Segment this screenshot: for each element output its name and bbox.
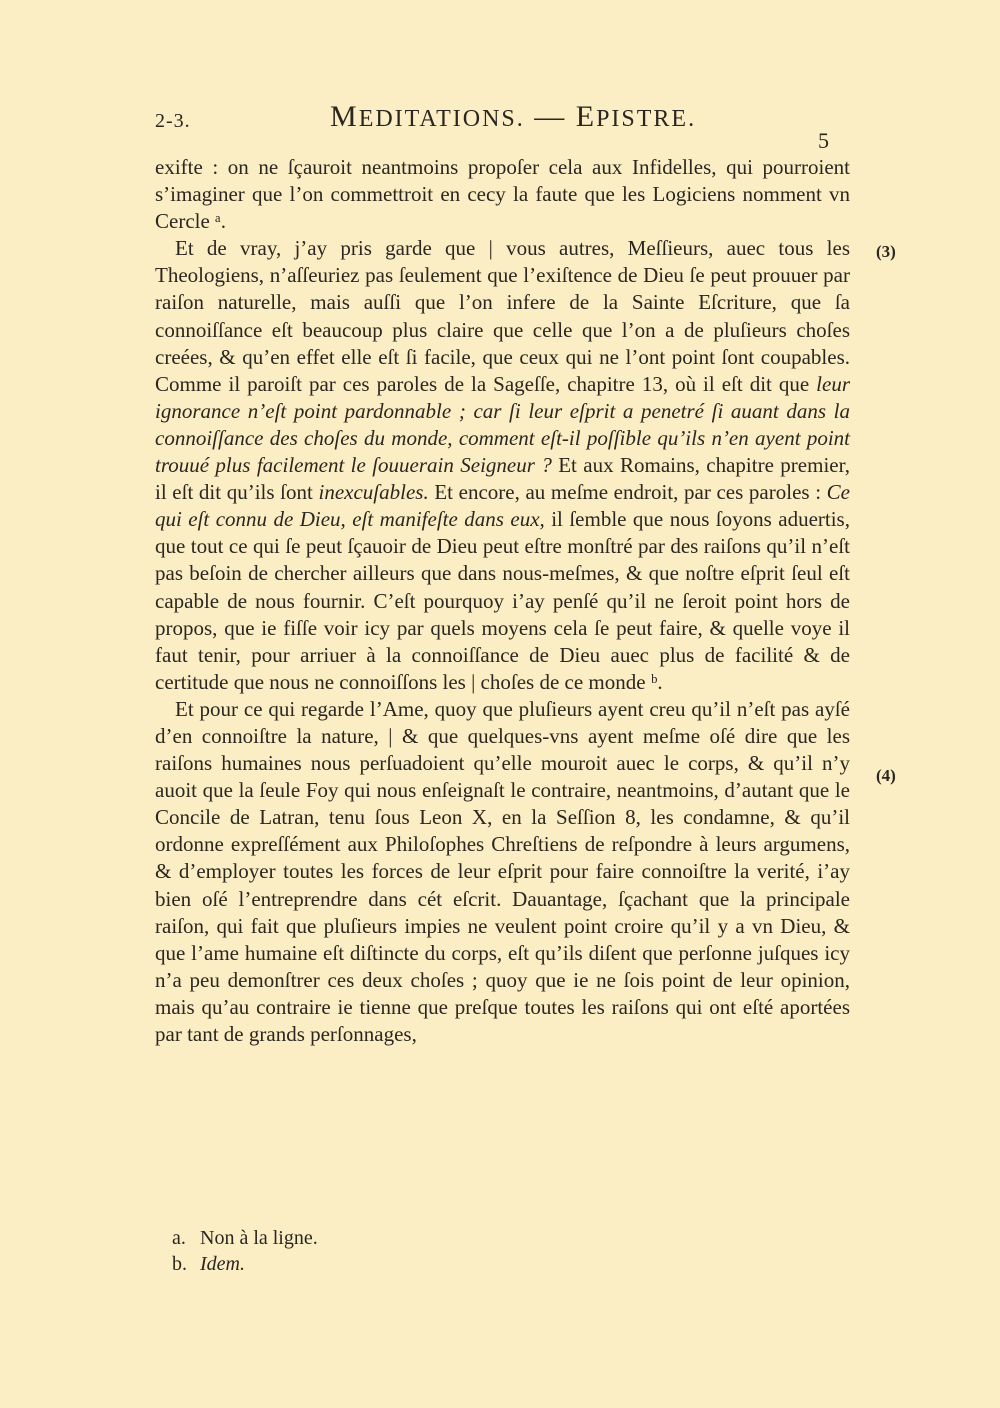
footnote-label: b. xyxy=(172,1253,187,1275)
p2-quote-2: inexcuſables. xyxy=(318,480,429,505)
footnote-a xyxy=(172,1225,318,1251)
footnote-label: a. xyxy=(172,1227,186,1249)
title2-initial: E xyxy=(575,100,597,133)
footnote-text: Idem. xyxy=(200,1253,245,1275)
paragraph-3: Et pour ce qui regarde l’Ame, quoy que pluſieurs ayent creu qu’il n’eſt pas ayſé d’en connoiſtre la nature, | & que quelques-vns ayent meſme oſé dire que les raiſons humaines nous perſuadoient qu’elle mouroit auec le corps, & qu’il n’y auoit que la ſeule Foy qui nous enſeignaſt le contraire, neantmoins, d’autant que le Concile de Latran, tenu ſous Leon X, en la Seſſion 8, les condamne, & qu’il ordonne expreſſément aux Philoſophes Chreſtiens de reſpondre à leurs argumens, & d’employer toutes les forces de leur eſprit pour faire connoiſtre la verité, i’ay bien oſé l’entreprendre dans cét eſcrit. Dauantage, ſçachant que la principale raiſon, qui fait que pluſieurs impies ne veulent point croire qu’il y a vn Dieu, & que l’ame humaine eſt diſtincte du corps, eſt qu’ils diſent que perſonne juſques icy n’a peu demonſtrer ces deux choſes ; quoy que ie ne ſois point de leur opinion, mais qu’au contraire ie tienne que preſque toutes les raiſons qui ont eſté aportées par tant de grands perſonnages, xyxy=(155,696,850,1046)
margin-note-4: (4) xyxy=(876,766,896,785)
body-text xyxy=(155,154,850,1048)
p2-text-d: il ſemble que nous ſoyons aduertis, que tout ce qui ſe peut ſçauoir de Dieu peut eſtre monſtré par des raiſons qu’il n’eſt pas beſoin de chercher ailleurs que dans nous-meſmes, & que noſtre eſprit ſeul eſt capable de nous fournir. C’eſt pourquoy i’ay penſé qu’il ne ſeroit point hors de propos, que ie fiſſe voir icy par quels moyens cela ſe peut faire, & quelle voye il faut tenir, pour arriuer à la connoiſſance de Dieu auec plus de facilité & de certitude que nous ne connoiſſons les | choſes de ce monde ᵇ. xyxy=(155,507,850,694)
footnotes xyxy=(172,1225,318,1277)
p2-quote-3: Ce qui eſt connu de Dieu, eſt manifeſte dans eux, xyxy=(155,480,850,532)
title-rest: EDITATIONS. xyxy=(358,106,525,132)
running-header xyxy=(330,100,696,134)
title2-rest: PISTRE. xyxy=(596,106,697,132)
page-number: 5 xyxy=(818,128,829,153)
footnote-b xyxy=(172,1251,318,1277)
title-dash: — xyxy=(534,100,567,133)
p2-quote-1: leur ignorance n’eſt point pardonnable ; car ſi leur eſprit a penetré ſi auant dans la connoiſſance des choſes du monde, comment eſt-il poſſible qu’ils n’en ayent point trouué plus facilement le ſouuerain Seigneur ? xyxy=(155,371,850,478)
p2-text-b: Et aux Romains, chapitre premier, il eſt dit qu’ils ſont xyxy=(155,453,850,505)
p2-text-a: Et de vray, j’ay pris garde que | vous autres, Meſſieurs, auec tous les Theologiens, n’aſſeuriez pas ſeulement que l’exiſtence de Dieu ſe peut prouuer par raiſon naturelle, mais auſſi que l’on infere de la Sainte Eſcriture, que ſa connoiſſance eſt beaucoup plus claire que celle que l’on a de pluſieurs choſes creées, & qu’en effet elle eſt ſi facile, que ceux qui ne l’ont point ſont coupables. Comme il paroiſt par ces paroles de la Sageſſe, chapitre 13, où il eſt dit que xyxy=(155,236,850,396)
title-initial: M xyxy=(330,100,359,133)
paragraph-1: exifte : on ne ſçauroit neantmoins propoſer cela aux Infidelles, qui pourroient s’imaginer que l’on commettroit en cecy la faute que les Logiciens nomment vn Cercle ᵃ. xyxy=(155,155,850,234)
page-range: 2-3. xyxy=(155,110,191,132)
footnote-text: Non à la ligne. xyxy=(200,1227,318,1249)
margin-note-3: (3) xyxy=(876,242,896,261)
p2-text-c: Et encore, au meſme endroit, par ces paroles : xyxy=(428,480,827,505)
paragraph-2 xyxy=(155,235,850,696)
